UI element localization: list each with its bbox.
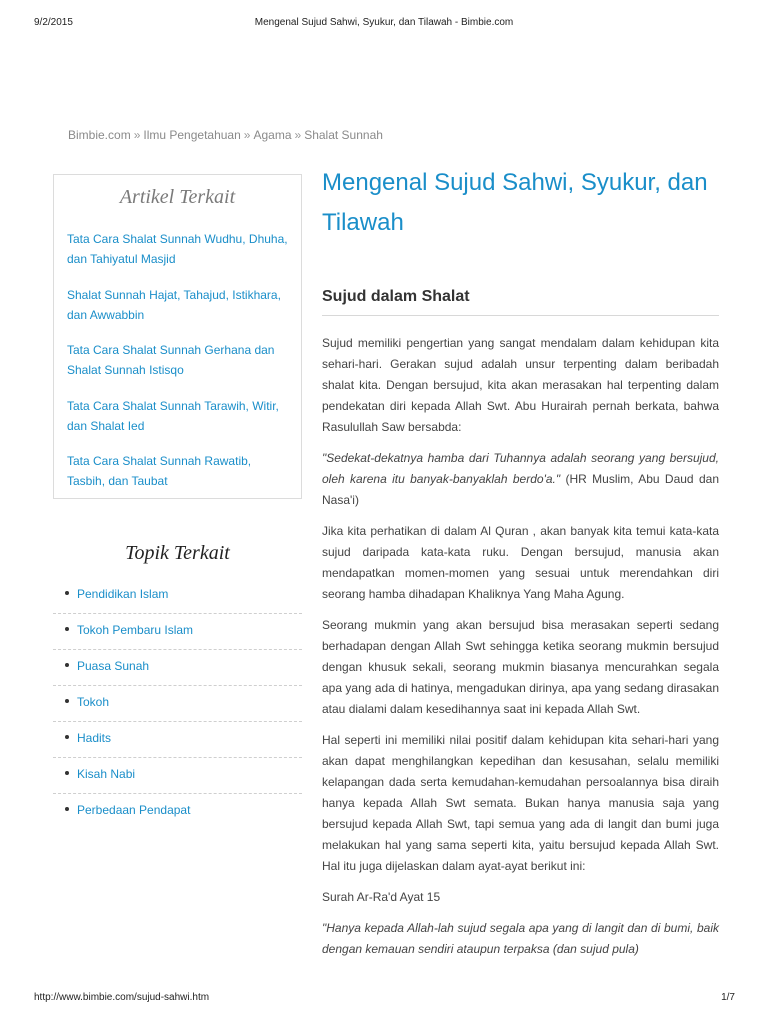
bullet-icon	[65, 771, 69, 775]
related-article-link[interactable]	[67, 340, 292, 380]
related-topic-link[interactable]: Kisah Nabi	[77, 767, 136, 781]
related-articles-title: Artikel Terkait	[119, 186, 236, 208]
breadcrumb-separator: »	[294, 128, 302, 142]
hadith-quote-text: "Sedekat-dekatnya hamba dari Tuhannya adalah seorang yang bersujud, oleh karena itu banyak-banyaklah berdo'a."	[322, 451, 719, 486]
section-heading: Sujud dalam Shalat	[322, 288, 719, 316]
related-article-link[interactable]	[67, 229, 292, 269]
related-topic-item[interactable]	[53, 578, 302, 614]
print-page-title: Mengenal Sujud Sahwi, Syukur, dan Tilawah - Bimbie.com	[254, 17, 514, 28]
print-date: 9/2/2015	[34, 17, 73, 28]
related-article-link[interactable]	[67, 396, 292, 436]
related-topic-item[interactable]	[53, 686, 302, 722]
related-topic-link[interactable]: Perbedaan Pendapat	[77, 803, 191, 817]
related-article-link[interactable]	[67, 451, 292, 491]
bullet-icon	[65, 591, 69, 595]
print-url: http://www.bimbie.com/sujud-sahwi.htm	[34, 992, 210, 1003]
related-article-link-text[interactable]: Tata Cara Shalat Sunnah Gerhana dan Shalat Sunnah Istisqo	[67, 343, 275, 377]
breadcrumb-ilmu-pengetahuan[interactable]: Ilmu Pengetahuan	[143, 128, 241, 142]
related-topic-item[interactable]	[53, 614, 302, 650]
breadcrumb-shalat-sunnah[interactable]: Shalat Sunnah	[304, 128, 383, 142]
print-header	[0, 17, 768, 31]
breadcrumb	[68, 128, 383, 142]
related-article-link-text[interactable]: Shalat Sunnah Hajat, Tahajud, Istikhara, dan Awwabbin	[67, 288, 281, 322]
related-topic-item[interactable]	[53, 758, 302, 794]
related-topic-link[interactable]: Hadits	[77, 731, 112, 745]
bullet-icon	[65, 807, 69, 811]
related-topic-link[interactable]: Tokoh	[77, 695, 110, 709]
hadith-quote	[322, 448, 719, 511]
breadcrumb-separator: »	[243, 128, 251, 142]
related-topic-link[interactable]: Puasa Sunah	[77, 659, 150, 673]
related-article-link[interactable]	[67, 285, 292, 325]
breadcrumb-agama[interactable]: Agama	[253, 128, 292, 142]
bullet-icon	[65, 735, 69, 739]
bullet-icon	[65, 699, 69, 703]
article-paragraph: Sujud memiliki pengertian yang sangat mendalam dalam kehidupan kita sehari-hari. Gerakan sujud adalah unsur terpenting dalam beribadah shalat kita. Dengan bersujud, kita akan merasakan hal terpenting dalam pendekatan diri kepada Allah Swt. Abu Hurairah pernah berkata, bahwa Rasulullah Saw bersabda:	[322, 336, 719, 434]
related-article-link-text[interactable]: Tata Cara Shalat Sunnah Rawatib, Tasbih, dan Taubat	[67, 454, 252, 488]
article-body	[322, 333, 719, 970]
related-topic-item[interactable]	[53, 794, 302, 830]
article-paragraph: Hal seperti ini memiliki nilai positif dalam kehidupan kita sehari-hari yang akan dapat menghilangkan kepedihan dan kesusahan, selalu memiliki kelapangan dada serta kemudahan-kemudahan persoalannya bisa diraih hanya kepada Allah Swt semata. Bukan hanya manusia saja yang bersujud kepada Allah Swt, tapi semua yang ada di langit dan bumi juga melakukan hal yang sama seperti kita, yaitu bersujud kepada Allah Swt. Hal itu juga dijelaskan dalam ayat-ayat berikut ini:	[322, 733, 719, 873]
breadcrumb-separator: »	[133, 128, 141, 142]
hadith-quote-source: (HR Muslim, Abu Daud dan Nasa'i)	[322, 472, 719, 507]
related-topic-link[interactable]: Tokoh Pembaru Islam	[77, 623, 194, 637]
verse-reference: Surah Ar-Ra'd Ayat 15	[322, 890, 441, 904]
related-topic-item[interactable]	[53, 650, 302, 686]
article-paragraph: Seorang mukmin yang akan bersujud bisa merasakan seperti sedang berhadapan dengan Allah Swt sehingga ketika seorang mukmin bersujud dengan khusuk sekali, seorang mukmin biasanya mencurahkan segala apa yang ada di hatinya, mengadukan dirinya, apa yang sedang dirasakan atau dialami dalam kesedihannya saat ini kepada Allah Swt.	[322, 618, 719, 716]
breadcrumb-home[interactable]: Bimbie.com	[68, 128, 131, 142]
related-articles-box	[53, 174, 302, 499]
related-topics-list	[53, 578, 302, 830]
article-main	[322, 163, 719, 956]
related-topic-link[interactable]: Pendidikan Islam	[77, 587, 169, 601]
print-page-number: 1/7	[721, 992, 735, 1003]
related-article-link-text[interactable]: Tata Cara Shalat Sunnah Tarawih, Witir, dan Shalat Ied	[67, 399, 279, 433]
related-article-link-text[interactable]: Tata Cara Shalat Sunnah Wudhu, Dhuha, dan Tahiyatul Masjid	[67, 232, 288, 266]
related-topics-title: Topik Terkait	[125, 542, 230, 564]
verse-quote-text: "Hanya kepada Allah-lah sujud segala apa yang di langit dan di bumi, baik dengan kemauan sendiri ataupun terpaksa (dan sujud pula)	[322, 921, 719, 956]
print-footer	[0, 992, 768, 1006]
bullet-icon	[65, 663, 69, 667]
bullet-icon	[65, 627, 69, 631]
article-title: Mengenal Sujud Sahwi, Syukur, dan Tilawah	[322, 169, 708, 236]
related-topic-item[interactable]	[53, 722, 302, 758]
article-paragraph: Jika kita perhatikan di dalam Al Quran , akan banyak kita temui kata-kata sujud daripada kata-kata ruku. Dengan bersujud, manusia akan mendapatkan momen-momen yang sesuai untuk merendahkan diri seorang hamba dihadapan Khaliknya Yang Maha Agung.	[322, 524, 719, 601]
verse-quote	[322, 918, 719, 960]
